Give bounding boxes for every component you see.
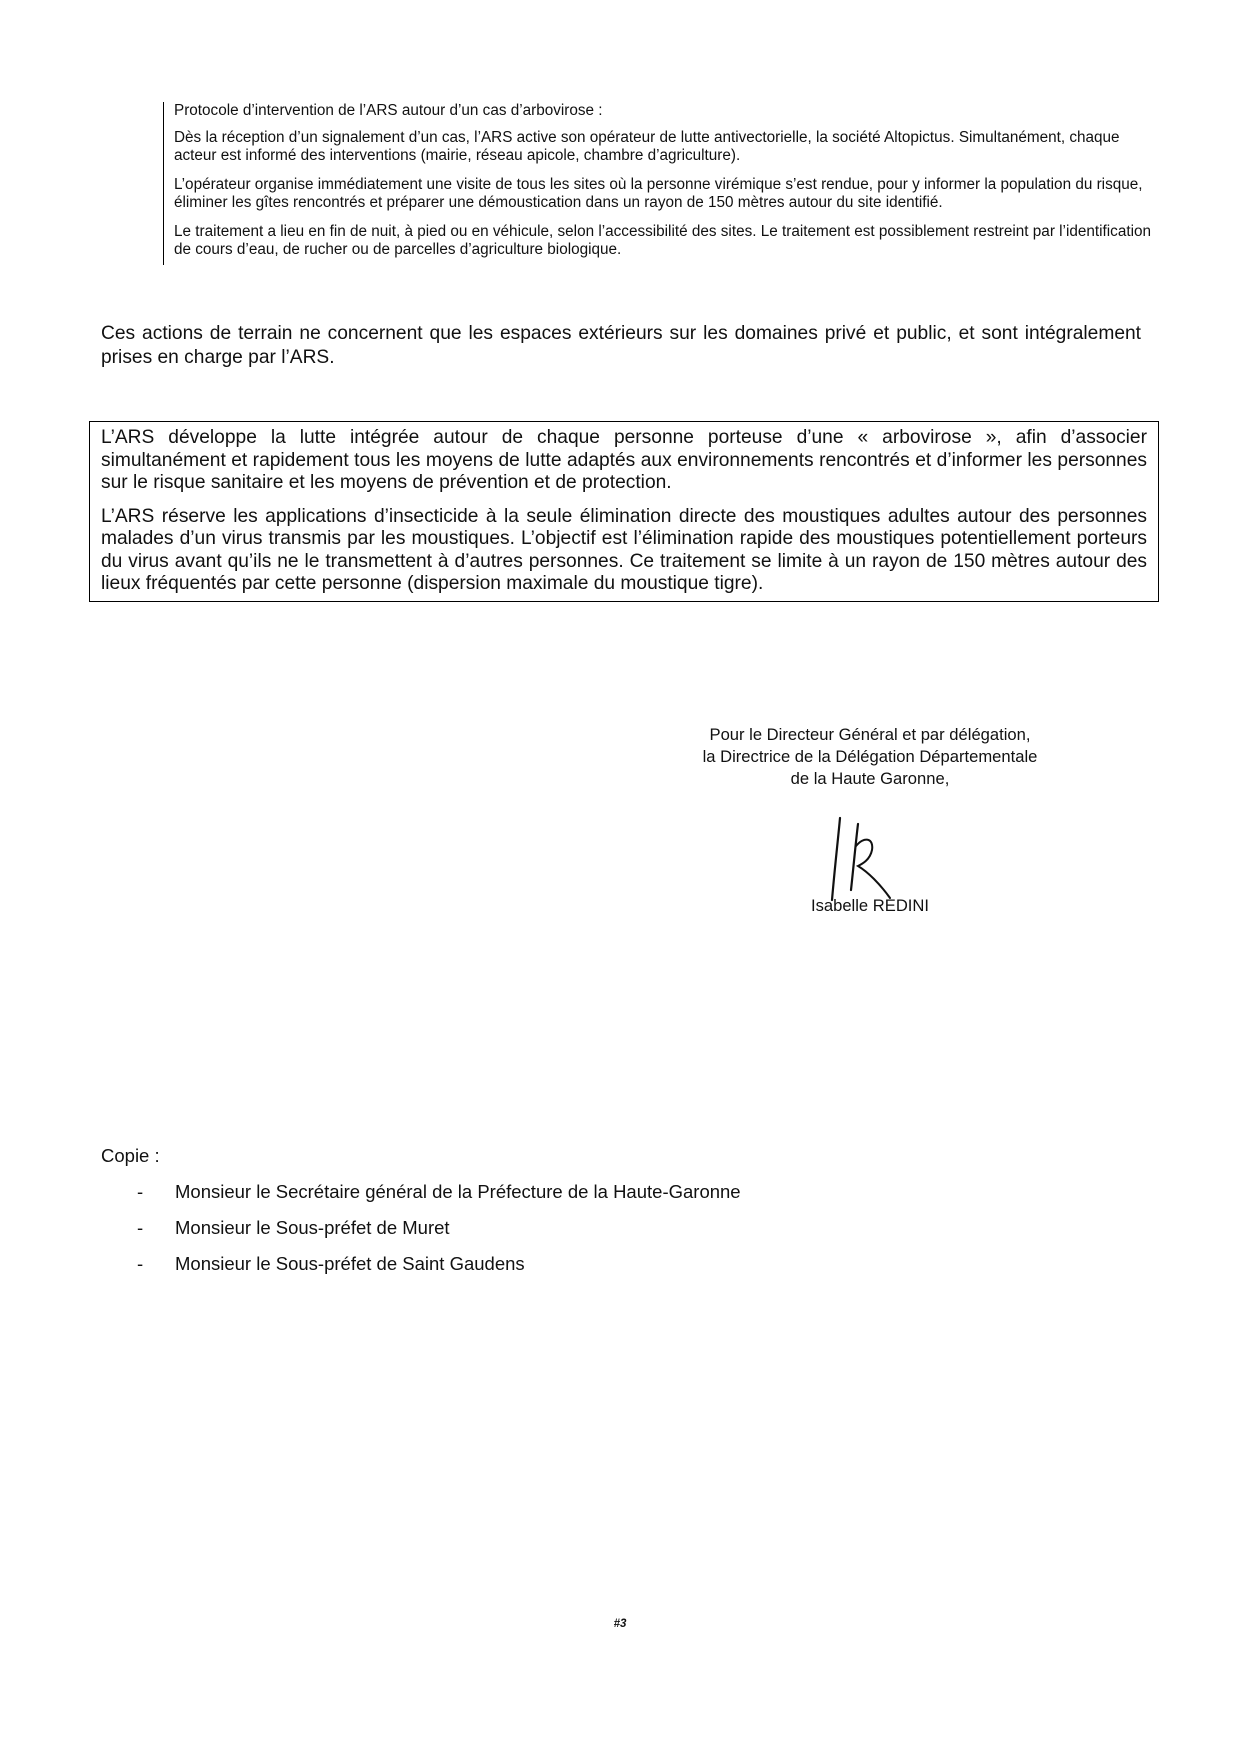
boxed-paragraph-2: L’ARS réserve les applications d’insecticide à la seule élimination directe des moustiques adultes autour des personnes malades d’un virus transmis par les moustiques. L’objectif est l’élimination rapide des moustiques potentiellement porteurs du virus avant qu’ils ne le transmettent à d’autres personnes. Ce traitement se limite à un rayon de 150 mètres autour des lieux fréquentés par cette personne (dispersion maximale du moustique tigre).: [101, 505, 1147, 594]
list-item-text: Monsieur le Sous-préfet de Muret: [175, 1217, 450, 1238]
list-item: [101, 1216, 1001, 1252]
list-dash: -: [137, 1253, 144, 1274]
boxed-paragraph-1: L’ARS développe la lutte intégrée autour de chaque personne porteuse d’une « arbovirose », afin d’associer simultanément et rapidement tous les moyens de lutte adaptés aux environnements rencontrés et d’informer les personnes sur le risque sanitaire et les moyens de prévention et de protection.: [101, 427, 1147, 493]
protocol-paragraph-3: Le traitement a lieu en fin de nuit, à pied ou en véhicule, selon l’accessibilité des sites. Le traitement est possiblement restreint par l’identification de cours d’eau, de rucher ou de parcelles d’agriculture biologique.: [174, 223, 1151, 258]
list-item-text: Monsieur le Sous-préfet de Saint Gaudens: [175, 1253, 525, 1274]
copie-list: [101, 1180, 1001, 1288]
signature-line-1: Pour le Directeur Général et par délégation,: [709, 725, 1031, 744]
protocol-paragraph-1: Dès la réception d’un signalement d’un cas, l’ARS active son opérateur de lutte antivectorielle, la société Altopictus. Simultanément, chaque acteur est informé des interventions (mairie, réseau apicole, chambre d’agriculture).: [174, 129, 1120, 164]
signer-name: Isabelle REDINI: [810, 896, 930, 915]
list-item-text: Monsieur le Secrétaire général de la Préfecture de la Haute-Garonne: [175, 1181, 741, 1202]
list-dash: -: [137, 1217, 144, 1238]
copie-label: Copie :: [101, 1145, 160, 1166]
list-item: [101, 1180, 1001, 1216]
page-number: #3: [613, 1618, 627, 1630]
boxed-statement: [89, 421, 1159, 602]
actions-paragraph: Ces actions de terrain ne concernent que les espaces extérieurs sur les domaines privé et public, et sont intégralement prises en charge par l’ARS.: [101, 323, 1141, 368]
signature-block: [640, 724, 1100, 790]
list-item: [101, 1252, 1001, 1288]
signature-line-2: la Directrice de la Délégation Départementale: [702, 747, 1038, 766]
protocol-title: Protocole d’intervention de l’ARS autour d’un cas d’arbovirose :: [174, 102, 603, 119]
signature-line-3: de la Haute Garonne,: [790, 769, 950, 788]
list-dash: -: [137, 1181, 144, 1202]
protocol-block: [163, 102, 1158, 265]
protocol-paragraph-2: L’opérateur organise immédiatement une visite de tous les sites où la personne virémique s’est rendue, pour y informer la population du risque, éliminer les gîtes rencontrés et préparer une démoustication dans un rayon de 150 mètres autour du site identifié.: [174, 176, 1143, 211]
